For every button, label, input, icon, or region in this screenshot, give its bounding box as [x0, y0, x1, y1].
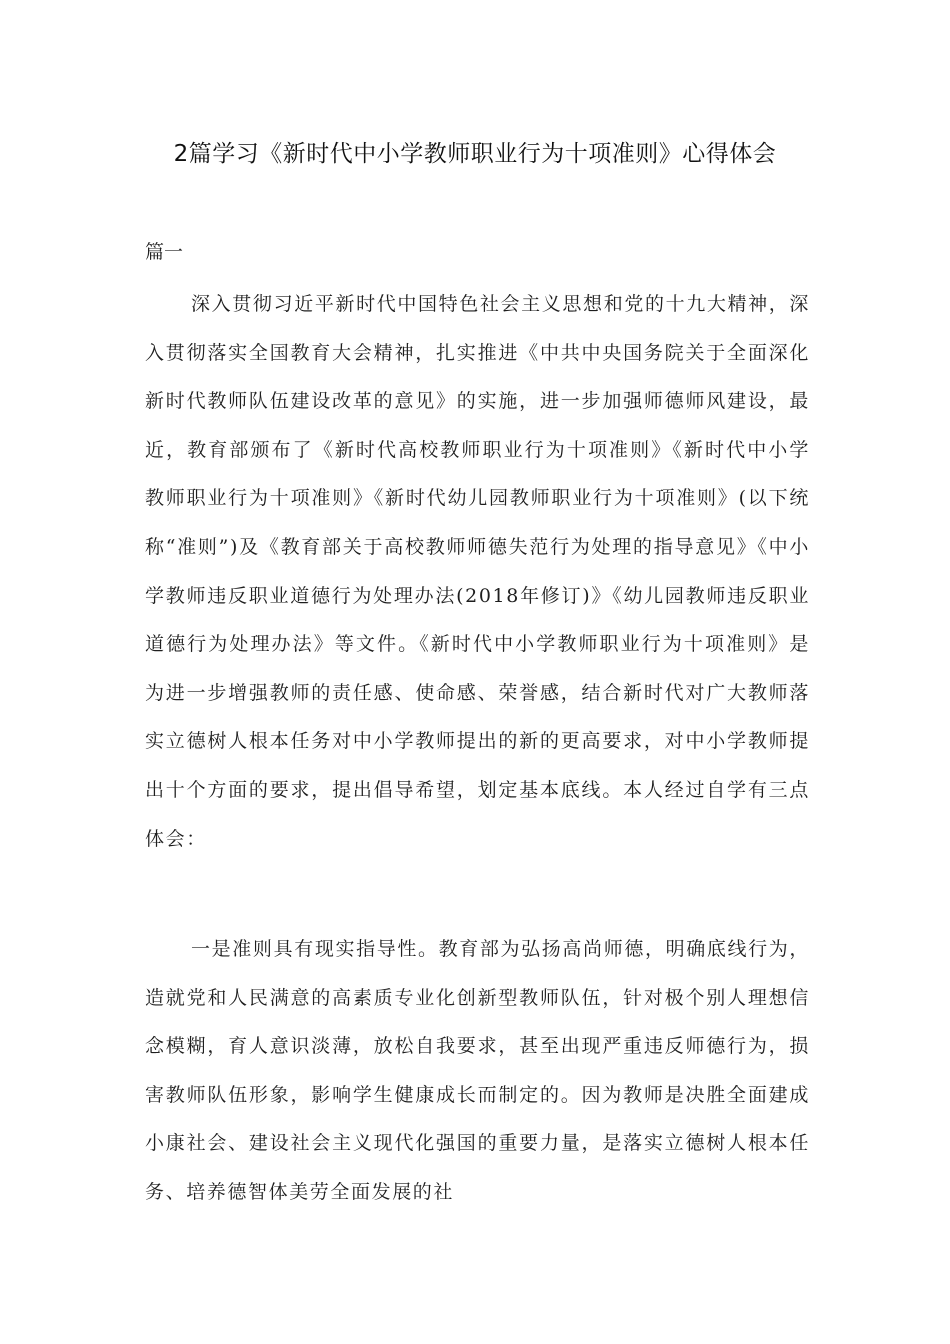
paragraph-2	[145, 925, 810, 1217]
section-label: 篇一	[145, 241, 184, 263]
document-title: 2篇学习《新时代中小学教师职业行为十项准则》心得体会	[173, 141, 777, 167]
paragraph-1	[145, 280, 810, 863]
paragraph-1-text: 深入贯彻习近平新时代中国特色社会主义思想和党的十九大精神，深入贯彻落实全国教育大会精神，扎实推进《中共中央国务院关于全面深化新时代教师队伍建设改革的意见》的实施，进一步加强师德师风建设，最近，教育部颁布了《新时代高校教师职业行为十项准则》《新时代中小学教师职业行为十项准则》《新时代幼儿园教师职业行为十项准则》(以下统称“准则”)及《教育部关于高校教师师德失范行为处理的指导意见》《中小学教师违反职业道德行为处理办法(2018年修订)》《幼儿园教师违反职业道德行为处理办法》等文件。《新时代中小学教师职业行为十项准则》是为进一步增强教师的责任感、使命感、荣誉感，结合新时代对广大教师落实立德树人根本任务对中小学教师提出的新的更高要求，对中小学教师提出十个方面的要求，提出倡导希望，划定基本底线。本人经过自学有三点体会：	[145, 293, 810, 850]
paragraph-2-text: 一是准则具有现实指导性。教育部为弘扬高尚师德，明确底线行为，造就党和人民满意的高素质专业化创新型教师队伍，针对极个别人理想信念模糊，育人意识淡薄，放松自我要求，甚至出现严重违反师德行为，损害教师队伍形象，影响学生健康成长而制定的。因为教师是决胜全面建成小康社会、建设社会主义现代化强国的重要力量，是落实立德树人根本任务、培养德智体美劳全面发展的社	[145, 938, 810, 1203]
